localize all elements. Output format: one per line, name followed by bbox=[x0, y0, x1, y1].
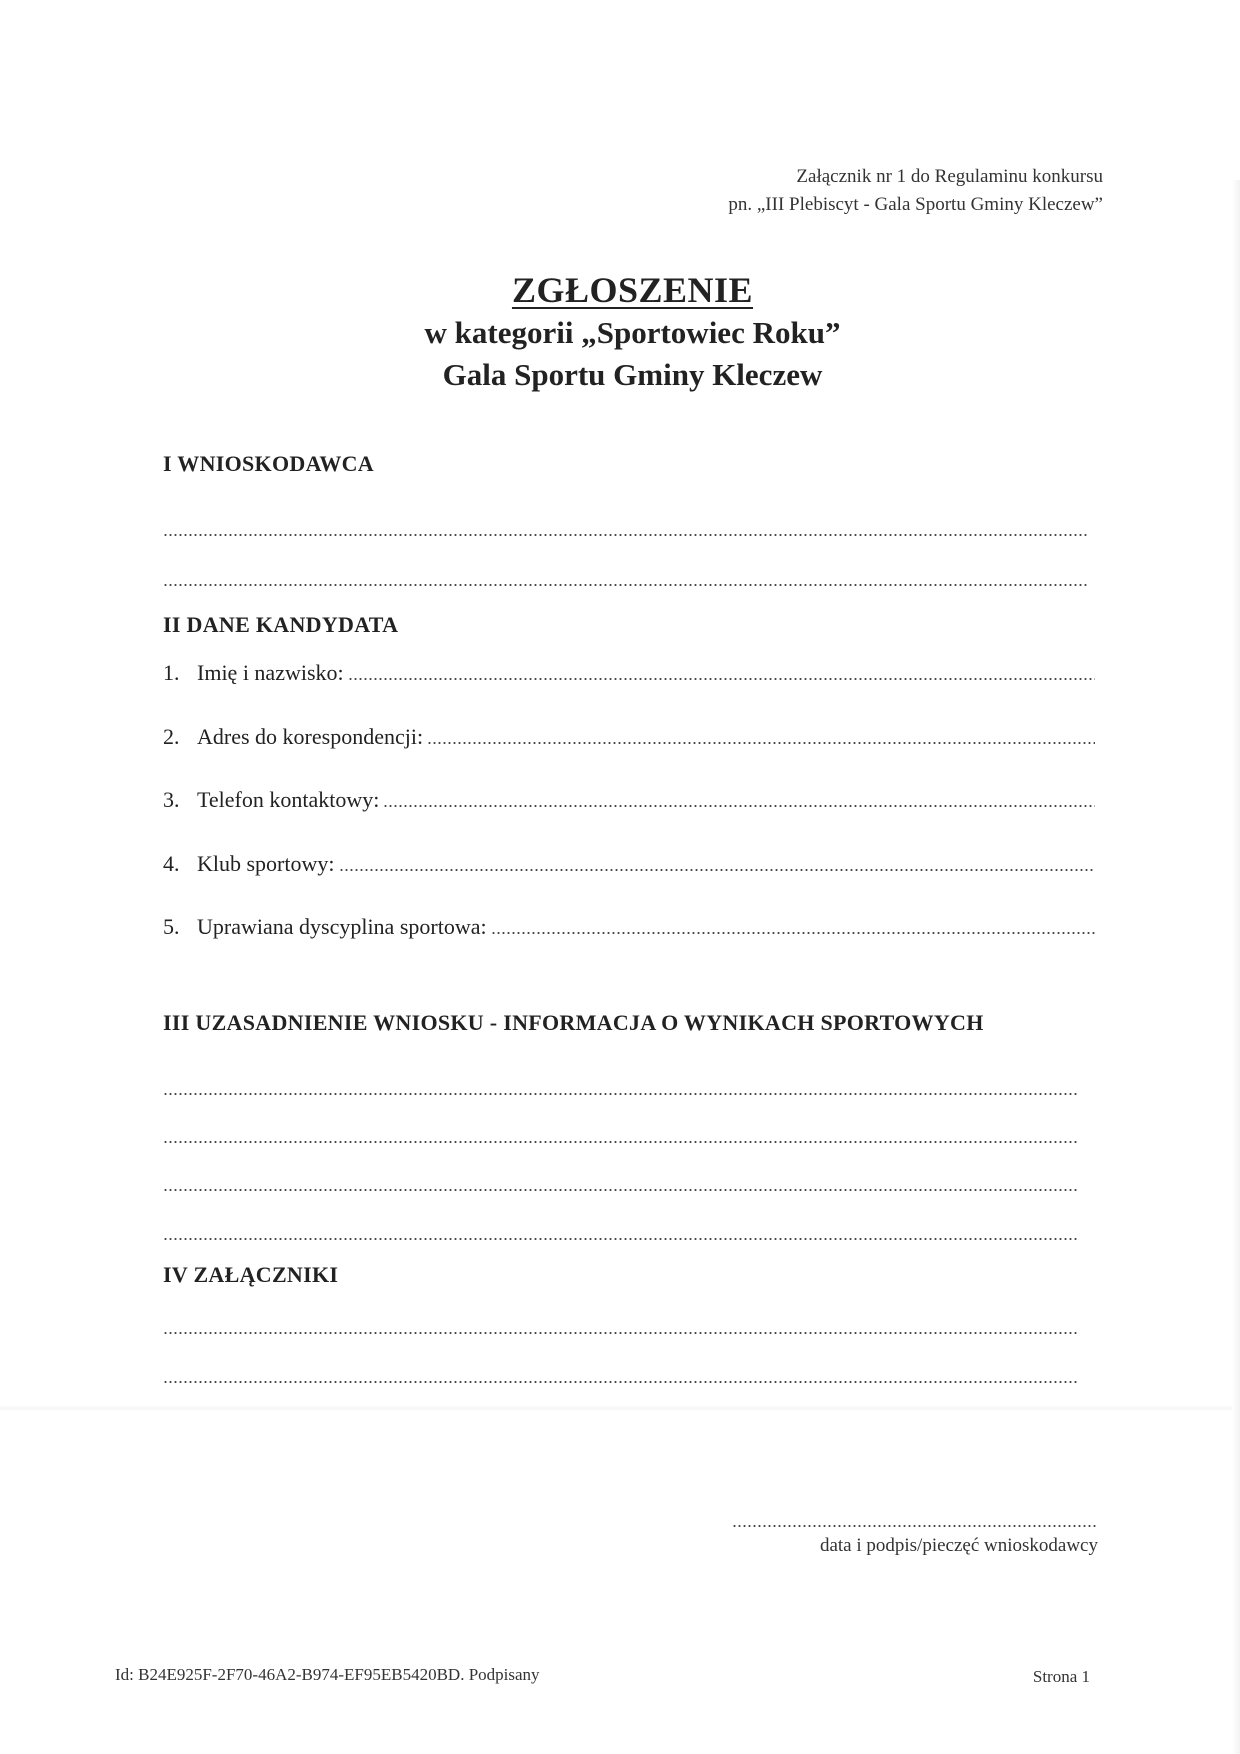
document-id: Id: B24E925F-2F70-46A2-B974-EF95EB5420BD. Podpisany bbox=[115, 1665, 540, 1684]
field-address[interactable] bbox=[163, 720, 1095, 750]
page-number: Strona 1 bbox=[1032, 1667, 1090, 1686]
field-number: 2. bbox=[163, 724, 180, 749]
field-number: 5. bbox=[163, 914, 180, 939]
field-club[interactable] bbox=[163, 847, 1095, 877]
attachments-line-2[interactable] bbox=[163, 1381, 1078, 1383]
scan-artifact bbox=[0, 1405, 1240, 1411]
signature-caption: data i podpis/pieczęć wnioskodawcy bbox=[819, 1535, 1098, 1556]
name-input-line[interactable] bbox=[348, 678, 1095, 680]
field-discipline[interactable] bbox=[163, 910, 1095, 940]
title-category: w kategorii „Sportowiec Roku” bbox=[424, 315, 841, 350]
title-event: Gala Sportu Gminy Kleczew bbox=[442, 357, 823, 392]
field-number: 3. bbox=[163, 787, 180, 812]
title-main: ZGŁOSZENIE bbox=[511, 270, 754, 310]
section-candidate-heading: II DANE KANDYDATA bbox=[163, 612, 399, 637]
applicant-line-2[interactable] bbox=[163, 584, 1088, 586]
field-phone[interactable] bbox=[163, 783, 1095, 813]
field-label: Telefon kontaktowy: bbox=[197, 787, 380, 812]
section-justification-heading: III UZASADNIENIE WNIOSKU - INFORMACJA O WYNIKACH SPORTOWYCH bbox=[163, 1010, 984, 1035]
section-applicant-heading: I WNIOSKODAWCA bbox=[163, 451, 374, 476]
justification-line-1[interactable] bbox=[163, 1093, 1078, 1095]
annex-note bbox=[728, 163, 1103, 219]
annex-line-2: pn. „III Plebiscyt - Gala Sportu Gminy Kleczew” bbox=[728, 194, 1103, 215]
field-label: Adres do korespondencji: bbox=[197, 724, 424, 749]
field-number: 1. bbox=[163, 660, 180, 685]
justification-line-3[interactable] bbox=[163, 1189, 1078, 1191]
discipline-input-line[interactable] bbox=[491, 932, 1095, 934]
justification-line-2[interactable] bbox=[163, 1141, 1078, 1143]
club-input-line[interactable] bbox=[339, 869, 1096, 871]
signature-line[interactable] bbox=[732, 1525, 1098, 1527]
applicant-line-1[interactable] bbox=[163, 534, 1088, 536]
field-label: Klub sportowy: bbox=[197, 851, 335, 876]
page-edge-shadow bbox=[1232, 180, 1240, 1754]
justification-line-4[interactable] bbox=[163, 1238, 1078, 1240]
field-label: Uprawiana dyscyplina sportowa: bbox=[197, 914, 487, 939]
address-input-line[interactable] bbox=[427, 742, 1095, 744]
document-title bbox=[0, 268, 1240, 396]
section-attachments-heading: IV ZAŁĄCZNIKI bbox=[163, 1262, 339, 1287]
attachments-line-1[interactable] bbox=[163, 1332, 1078, 1334]
annex-line-1: Załącznik nr 1 do Regulaminu konkursu bbox=[796, 166, 1103, 187]
field-name[interactable] bbox=[163, 656, 1095, 686]
field-number: 4. bbox=[163, 851, 180, 876]
field-label: Imię i nazwisko: bbox=[197, 660, 344, 685]
phone-input-line[interactable] bbox=[383, 805, 1095, 807]
